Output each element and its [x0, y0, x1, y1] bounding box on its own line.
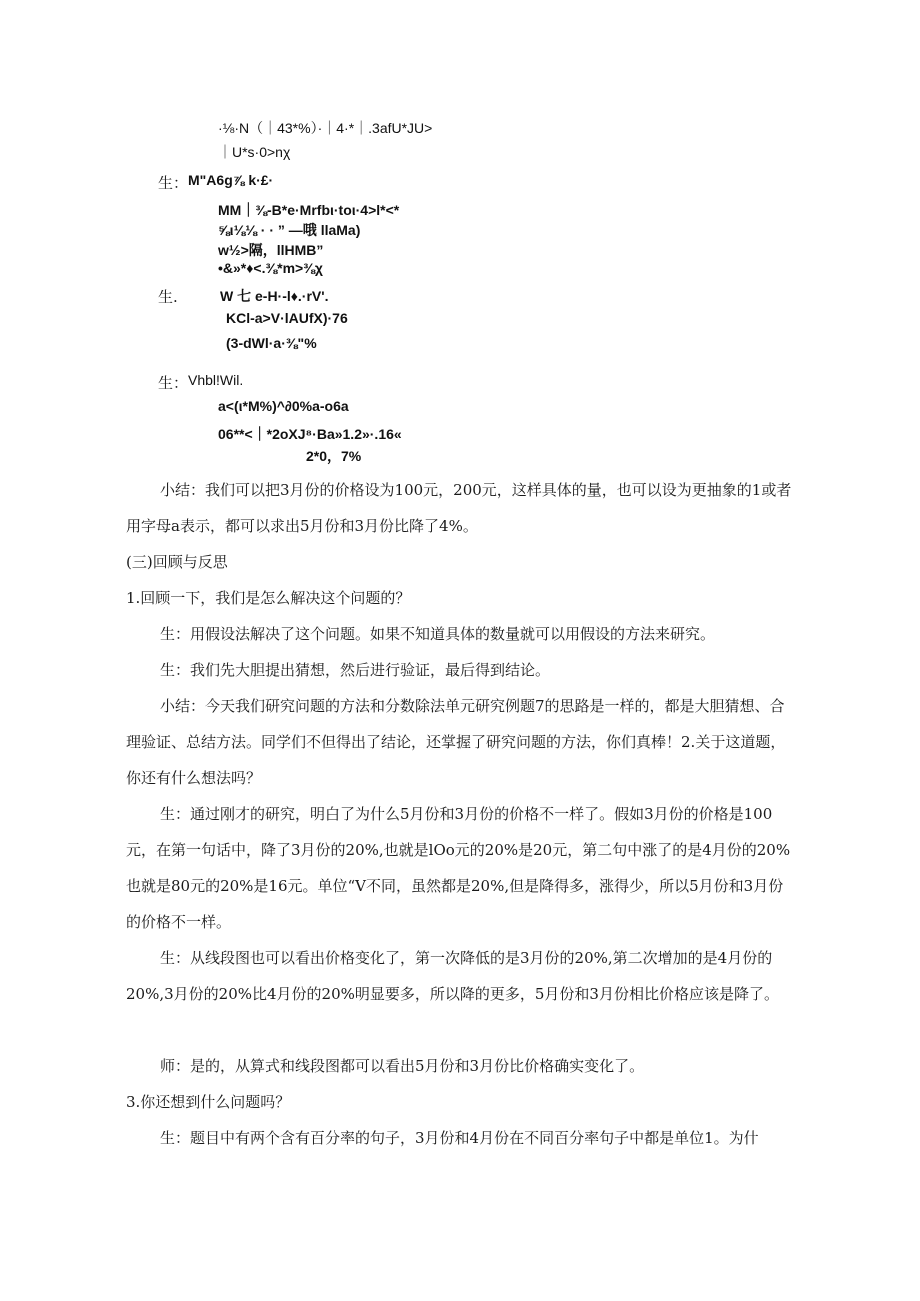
calc2-head: M"A6g⅞ k·£· — [188, 172, 274, 188]
section-heading-review: (三)回顾与反思 — [126, 553, 228, 571]
teacher-remark: 师：是的，从算式和线段图都可以看出5月份和3月份比价格确实变化了。 — [160, 1057, 645, 1075]
calc2-line2: ⅝ι⅛⅛ · · ” —哦 llaMa) — [218, 222, 361, 238]
student-label-2: 生. — [158, 288, 178, 306]
calc1-line1: ·⅛·N（｜43*%）·｜4·*｜.3afU*JU> — [218, 120, 433, 136]
summary-paragraph-2: 小结：今天我们研究问题的方法和分数除法单元研究例题7的思路是一样的，都是大胆猜想、合理验证、总结方法。同学们不但得出了结论，还掌握了研究问题的方法，你们真棒！2.关于这道题，你还有什么想法吗？ — [126, 697, 786, 787]
student-label-3: 生： — [158, 374, 189, 392]
calc3-line2: KCl-a>V·lAUfX)·76 — [226, 310, 348, 326]
student-answer-4: 生：从线段图也可以看出价格变化了，第一次降低的是3月份的20%,第二次增加的是4月份的20%,3月份的20%比4月份的20%明显要多，所以降的更多，5月份和3月份相比价格应该是降了。 — [126, 949, 779, 1003]
calc4-line3: 2*0，7% — [306, 448, 362, 464]
calc3-line1: W 七 e-H·-l♦.·rV'. — [220, 288, 329, 304]
calc2-line4: •&»*♦<.⅜*m>⅜χ — [218, 260, 323, 276]
calc4-line2: 06**<｜*2oXJ⁸·Ba»1.2»·.16« — [218, 426, 402, 442]
student-answer-1: 生：用假设法解决了这个问题。如果不知道具体的数量就可以用假设的方法来研究。 — [160, 625, 716, 643]
student-label-1: 生： — [158, 174, 189, 192]
student-answer-3: 生：通过刚才的研究，明白了为什么5月份和3月份的价格不一样了。假如3月份的价格是100元，在第一句话中，降了3月份的20%,也就是lOo元的20%是20元，第二句中涨了的是4月份的20%也就是80元的20%是16元。单位“V不同，虽然都是20%,但是降得多，涨得少，所以5月份和3月份的价格不一样。 — [126, 805, 791, 931]
student-answer-5: 生：题目中有两个含有百分率的句子，3月份和4月份在不同百分率句子中都是单位1。为什 — [160, 1129, 759, 1147]
question-3: 3.你还想到什么问题吗？ — [126, 1093, 291, 1111]
calc4-line1: a<(ι*M%)^∂0%a-o6a — [218, 398, 349, 414]
student-answer-2: 生：我们先大胆提出猜想，然后进行验证，最后得到结论。 — [160, 661, 551, 679]
question-1: 1.回顾一下，我们是怎么解决这个问题的？ — [126, 589, 411, 607]
calc3-line3: (3-dWl·a·⅜"% — [226, 335, 317, 351]
calc1-line2: ｜U*s·0>nχ — [218, 144, 291, 160]
calc2-line3: w½>隔，llHMB” — [218, 242, 324, 258]
calc4-head: Vhbl!Wil. — [188, 372, 244, 388]
summary-paragraph-1: 小结：我们可以把3月份的价格设为100元，200元，这样具体的量，也可以设为更抽象的1或者用字母a表示，都可以求出5月份和3月份比降了4%。 — [126, 481, 792, 535]
calc2-line1: MM｜⅜-B*e·Mrfbι·toι·4>l*<* — [218, 202, 400, 218]
